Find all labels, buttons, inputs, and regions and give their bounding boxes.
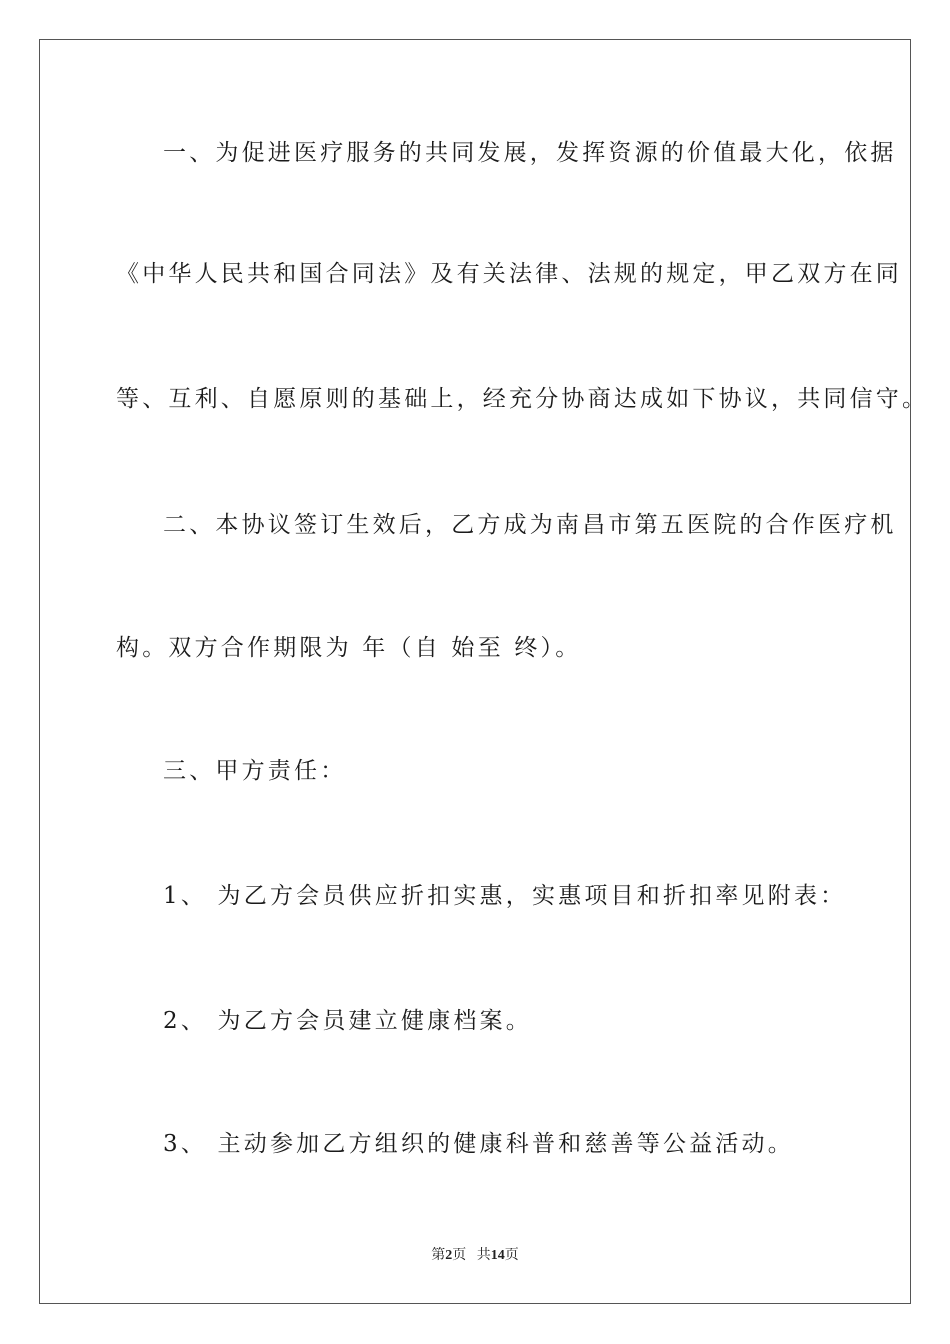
page-footer — [0, 1244, 950, 1264]
page-border — [39, 39, 911, 1304]
paragraph-2-line-2: 构。双方合作期限为 年（自 始至 终）。 — [116, 635, 582, 661]
list-item-3: 3、 主动参加乙方组织的健康科普和慈善等公益活动。 — [163, 1131, 794, 1157]
total-suffix: 页 — [504, 1248, 519, 1263]
paragraph-1-line-2: 《中华人民共和国合同法》及有关法律、法规的规定，甲乙双方在同 — [116, 261, 902, 287]
paragraph-1-line-3: 等、互利、自愿原则的基础上，经充分协商达成如下协议，共同信守。 — [116, 386, 929, 412]
page-prefix: 第 — [431, 1248, 446, 1263]
list-item-2: 2、 为乙方会员建立健康档案。 — [163, 1008, 532, 1034]
section-heading-party-a: 三、甲方责任： — [163, 758, 347, 784]
paragraph-2-line-1: 二、本协议签订生效后，乙方成为南昌市第五医院的合作医疗机 — [163, 512, 897, 538]
total-prefix: 共 — [476, 1248, 491, 1263]
paragraph-1-line-1: 一、为促进医疗服务的共同发展，发挥资源的价值最大化，依据 — [163, 140, 897, 166]
page-number: 2 — [445, 1248, 453, 1263]
total-pages: 14 — [490, 1248, 505, 1263]
list-item-1: 1、 为乙方会员供应折扣实惠，实惠项目和折扣率见附表： — [163, 883, 847, 909]
page-suffix: 页 — [452, 1248, 467, 1263]
